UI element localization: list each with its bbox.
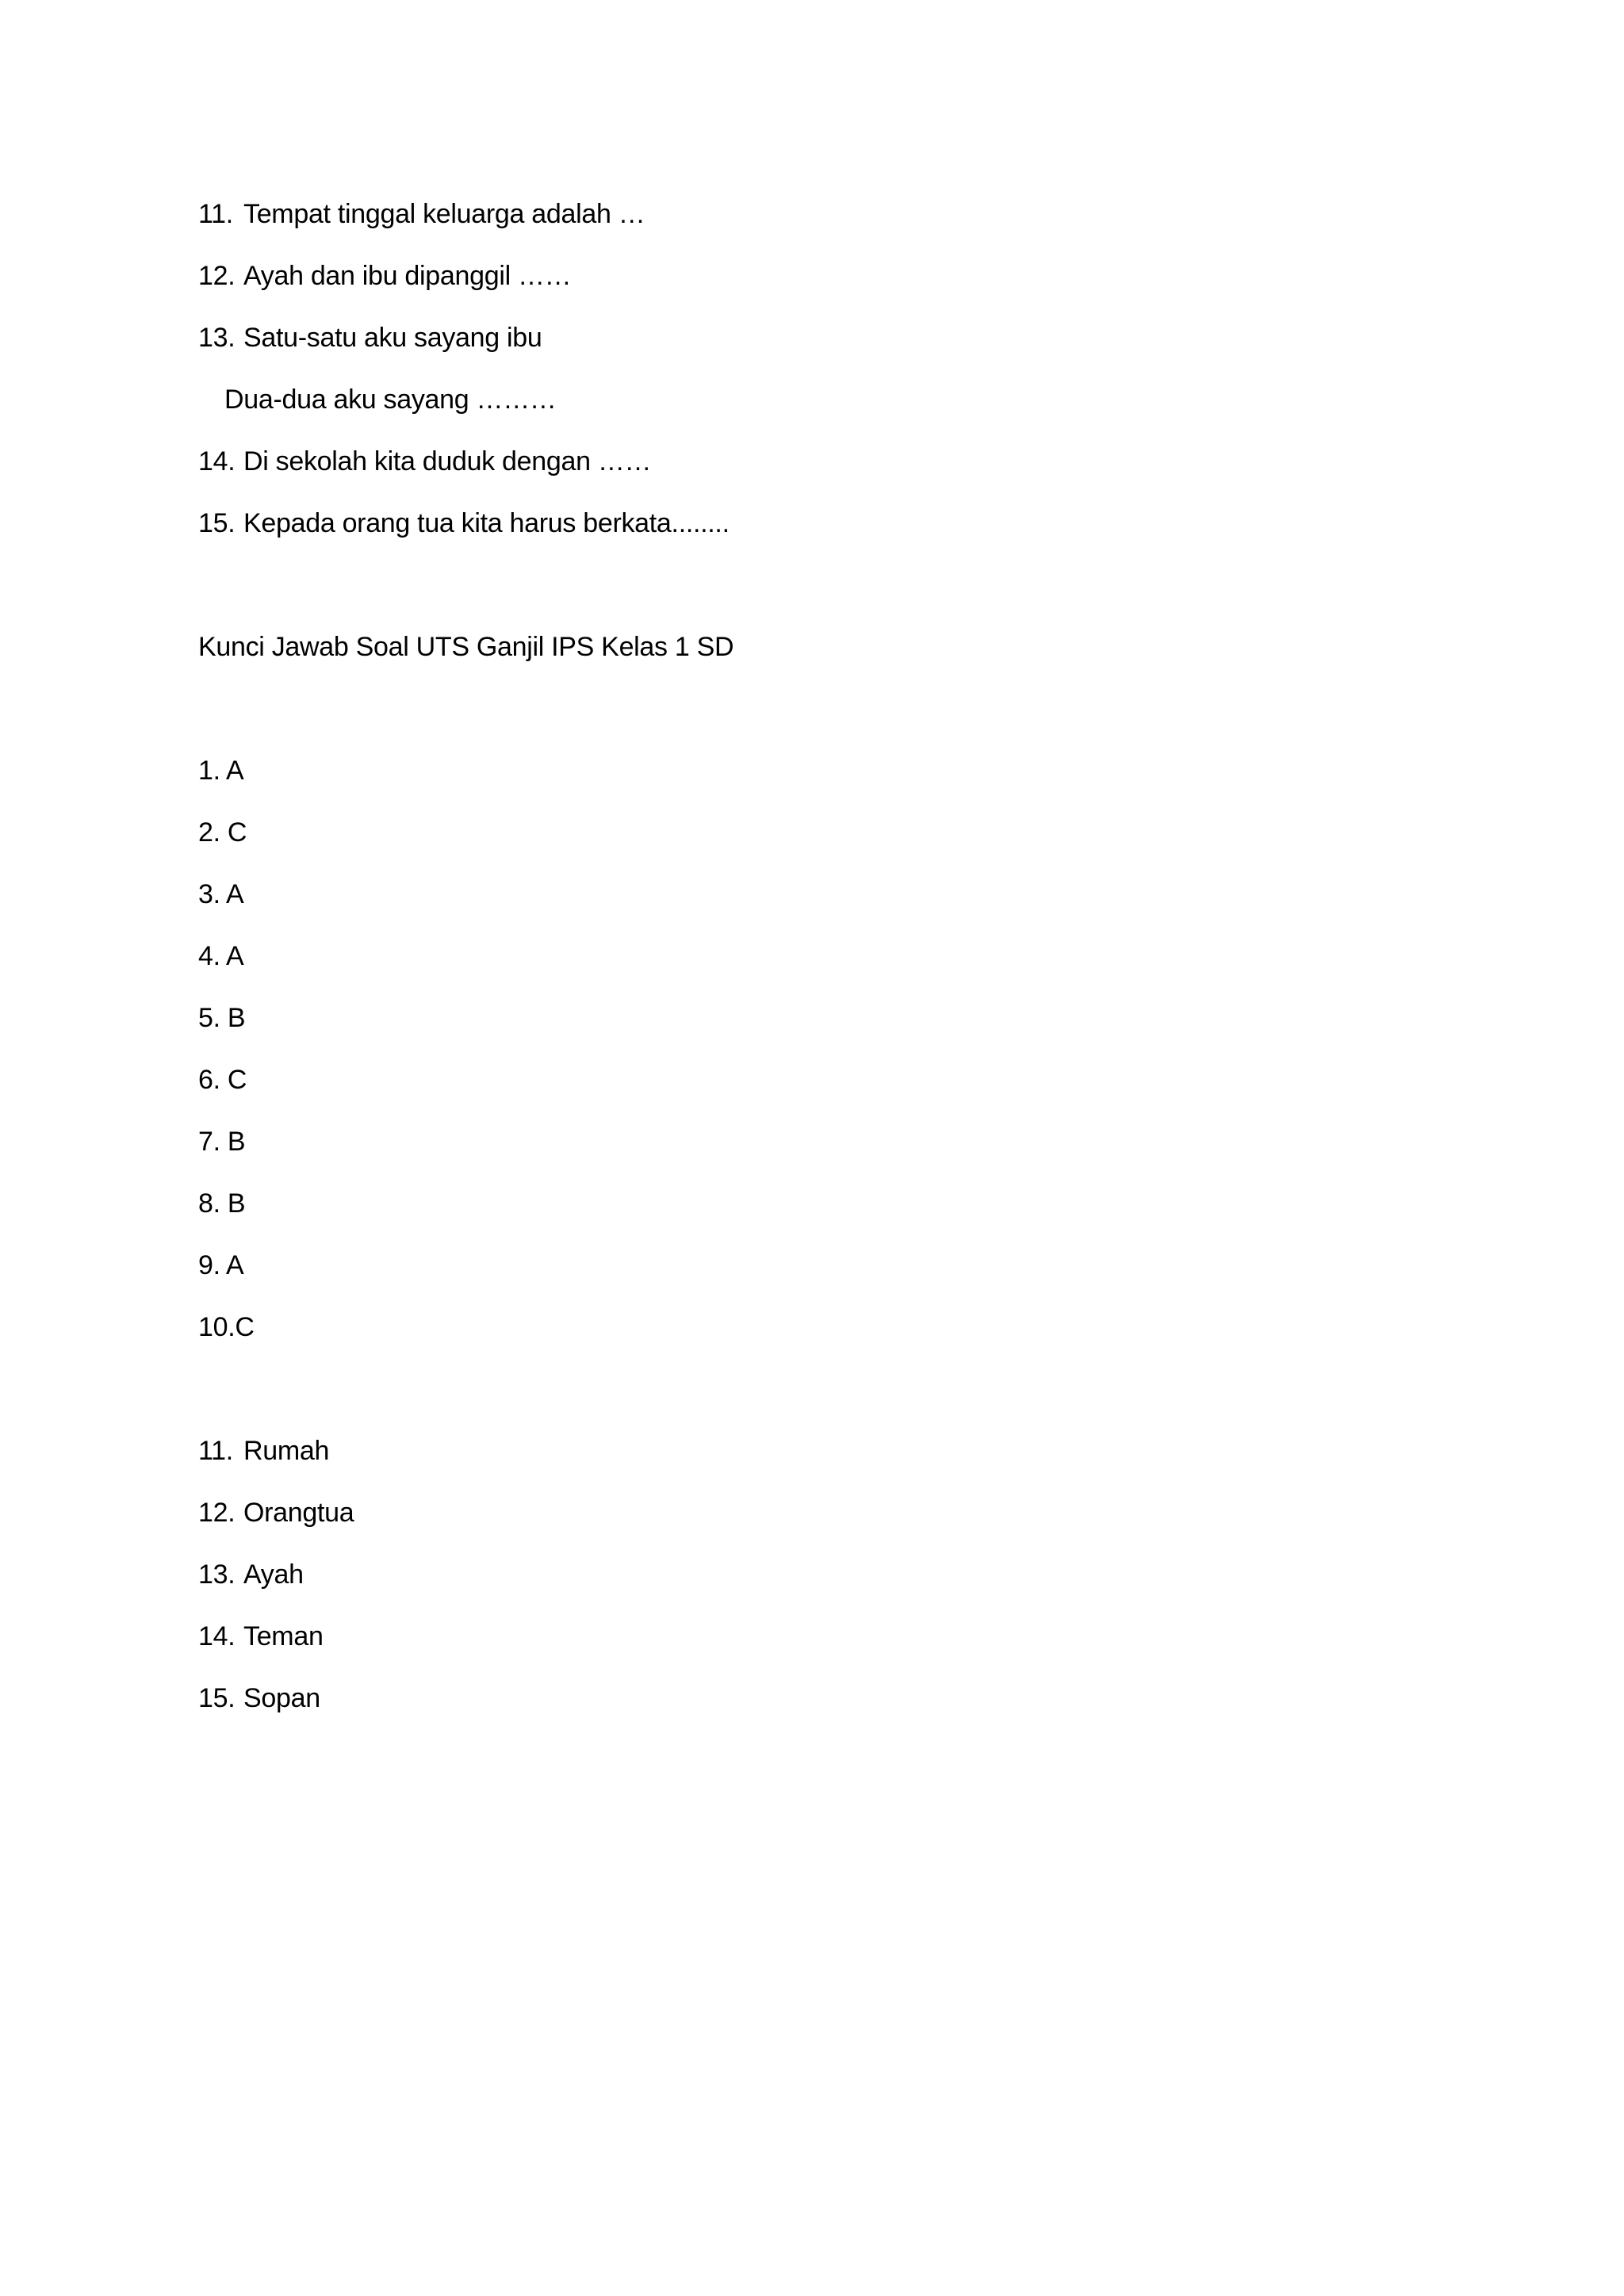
- question-number: 12.: [198, 261, 236, 291]
- question-number: 13.: [198, 323, 236, 353]
- answer-number: 11.: [198, 1436, 233, 1466]
- answer-essay-13: [198, 1559, 304, 1590]
- answer-mc: 5. B: [198, 1003, 246, 1033]
- answer-text: Orangtua: [243, 1498, 354, 1528]
- answer-essay-15: [198, 1682, 320, 1714]
- answer-number: 15.: [198, 1683, 236, 1713]
- answer-mc: 3. A: [198, 879, 244, 909]
- answer-number: 12.: [198, 1498, 236, 1528]
- question-text: Di sekolah kita duduk dengan ……: [243, 446, 652, 476]
- question-13-continuation: Dua-dua aku sayang ………: [224, 385, 557, 415]
- question-text: Satu-satu aku sayang ibu: [243, 323, 542, 353]
- question-14: [198, 446, 651, 477]
- answer-essay-12: [198, 1497, 354, 1529]
- answer-text: Rumah: [243, 1436, 330, 1466]
- question-12: [198, 260, 571, 292]
- answer-essay-14: [198, 1621, 324, 1652]
- answer-key-title: Kunci Jawab Soal UTS Ganjil IPS Kelas 1 SD: [198, 632, 734, 662]
- answer-text: Sopan: [243, 1683, 320, 1713]
- question-number: 14.: [198, 446, 236, 476]
- answer-mc: 1. A: [198, 756, 244, 786]
- answer-essay-11: [198, 1435, 329, 1467]
- answer-mc: 6. C: [198, 1065, 247, 1095]
- question-15: [198, 507, 730, 539]
- answer-mc: 2. C: [198, 817, 247, 848]
- answer-mc: 7. B: [198, 1127, 246, 1157]
- question-text: Kepada orang tua kita harus berkata........: [243, 508, 730, 538]
- answer-text: Teman: [243, 1621, 324, 1651]
- answer-mc: 9. A: [198, 1250, 244, 1280]
- answer-mc: 8. B: [198, 1188, 246, 1219]
- answer-mc: 10.C: [198, 1312, 255, 1342]
- question-13: [198, 322, 542, 354]
- question-text: Tempat tinggal keluarga adalah …: [243, 199, 645, 229]
- question-number: 11.: [198, 199, 233, 229]
- answer-text: Ayah: [243, 1559, 304, 1590]
- answer-number: 14.: [198, 1621, 236, 1651]
- question-number: 15.: [198, 508, 236, 538]
- question-11: [198, 198, 645, 230]
- answer-number: 13.: [198, 1559, 236, 1590]
- question-text: Ayah dan ibu dipanggil ……: [243, 261, 572, 291]
- answer-mc: 4. A: [198, 941, 244, 971]
